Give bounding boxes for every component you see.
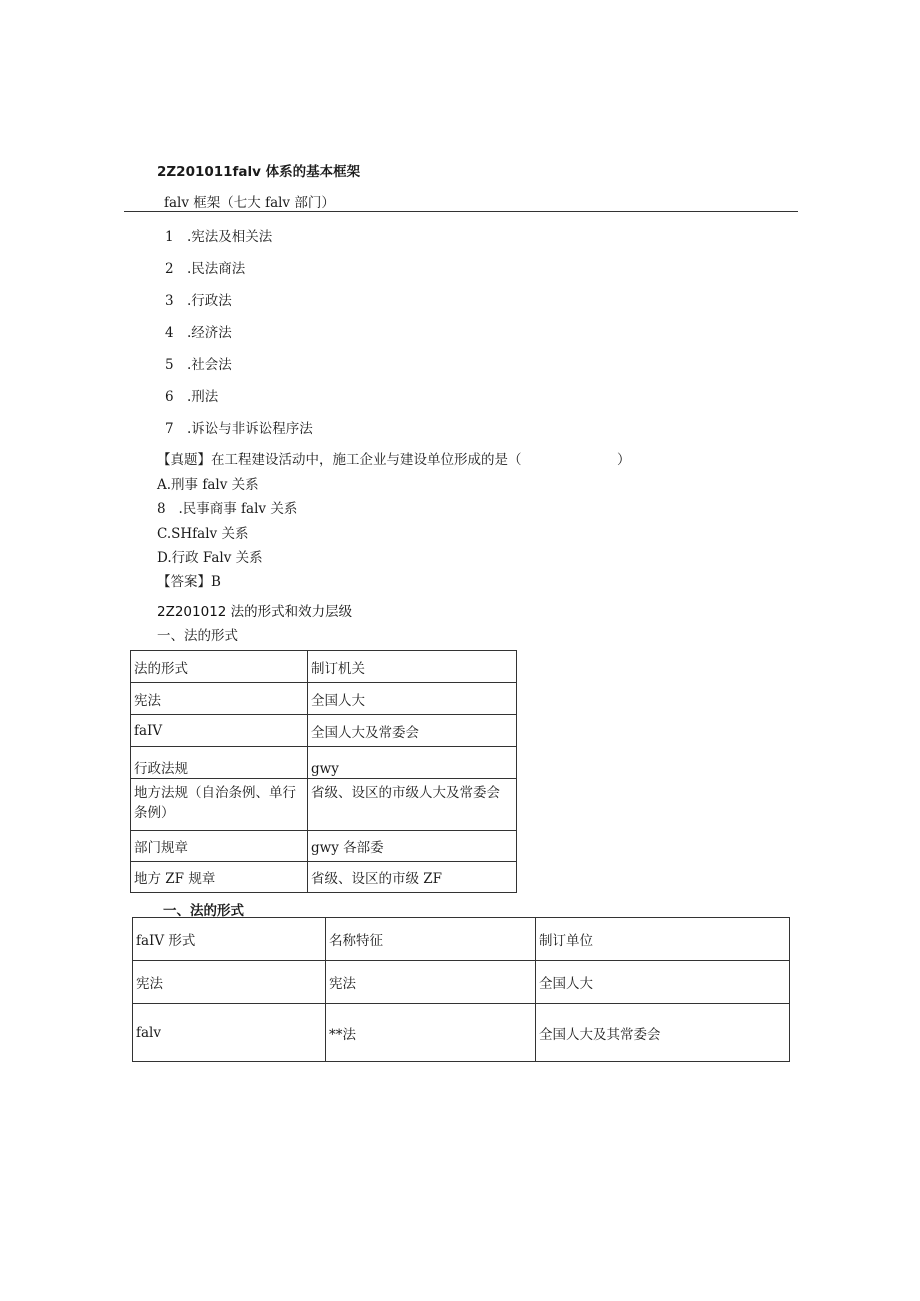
- table-cell: 宪法: [131, 683, 308, 715]
- table-header-cell: 名称特征: [326, 918, 536, 961]
- section-title: 2Z201011falv 体系的基本框架: [157, 164, 361, 180]
- table-cell: gwy: [308, 747, 517, 779]
- table-header-cell: 制订单位: [536, 918, 790, 961]
- table-cell: gwy 各部委: [308, 831, 517, 862]
- table-row: [131, 862, 517, 893]
- table-cell: 行政法规: [131, 747, 308, 779]
- table-cell: 全国人大: [308, 683, 517, 715]
- table-row: [131, 831, 517, 862]
- table-header-row: [131, 651, 517, 683]
- table-cell: **法: [326, 1004, 536, 1062]
- list-item: 7 .诉讼与非诉讼程序法: [165, 421, 313, 437]
- option-a: A.刑事 falv 关系: [157, 477, 259, 493]
- list-item: 5 .社会法: [165, 357, 232, 373]
- table-cell: 部门规章: [131, 831, 308, 862]
- table-cell: 宪法: [326, 961, 536, 1004]
- list-item: 1 .宪法及相关法: [165, 229, 273, 245]
- table-cell: 地方法规（自治条例、单行条例）: [131, 779, 308, 831]
- option-d: D.行政 Falv 关系: [157, 550, 263, 566]
- legal-forms-table: [130, 650, 517, 893]
- table-row: [133, 1004, 790, 1062]
- table-header-row: [133, 918, 790, 961]
- table-row: [131, 779, 517, 831]
- list-item: 3 .行政法: [165, 293, 232, 309]
- table-cell: 全国人大: [536, 961, 790, 1004]
- table-cell: falv: [133, 1004, 326, 1062]
- option-b: 8 .民事商事 falv 关系: [157, 501, 298, 517]
- subsection-heading: 一、法的形式: [157, 628, 238, 644]
- table-cell: 省级、设区的市级 ZF: [308, 862, 517, 893]
- section-title: 2Z201012 法的形式和效力层级: [157, 604, 353, 620]
- divider: [124, 211, 798, 212]
- table-cell: 地方 ZF 规章: [131, 862, 308, 893]
- list-item: 6 .刑法: [165, 389, 219, 405]
- framework-subtitle: falv 框架（七大 falv 部门）: [164, 195, 335, 211]
- question-blank-close: ）: [617, 452, 631, 468]
- subsection-heading: 一、法的形式: [163, 903, 244, 919]
- table-cell: 全国人大及其常委会: [536, 1004, 790, 1062]
- table-cell: 省级、设区的市级人大及常委会: [308, 779, 517, 831]
- table-header-cell: faIV 形式: [133, 918, 326, 961]
- table-row: [131, 683, 517, 715]
- table-cell: faIV: [131, 715, 308, 747]
- table-header-cell: 制订机关: [308, 651, 517, 683]
- table-row: [131, 747, 517, 779]
- question-stem: 【真题】在工程建设活动中，施工企业与建设单位形成的是（: [157, 452, 522, 468]
- table-header-cell: 法的形式: [131, 651, 308, 683]
- list-item: 2 .民法商法: [165, 261, 246, 277]
- table-cell: 宪法: [133, 961, 326, 1004]
- table-cell: 全国人大及常委会: [308, 715, 517, 747]
- answer: 【答案】B: [157, 574, 221, 590]
- table-row: [131, 715, 517, 747]
- list-item: 4 .经济法: [165, 325, 232, 341]
- legal-forms-naming-table: [132, 917, 790, 1062]
- option-c: C.SHfalv 关系: [157, 526, 249, 542]
- table-row: [133, 961, 790, 1004]
